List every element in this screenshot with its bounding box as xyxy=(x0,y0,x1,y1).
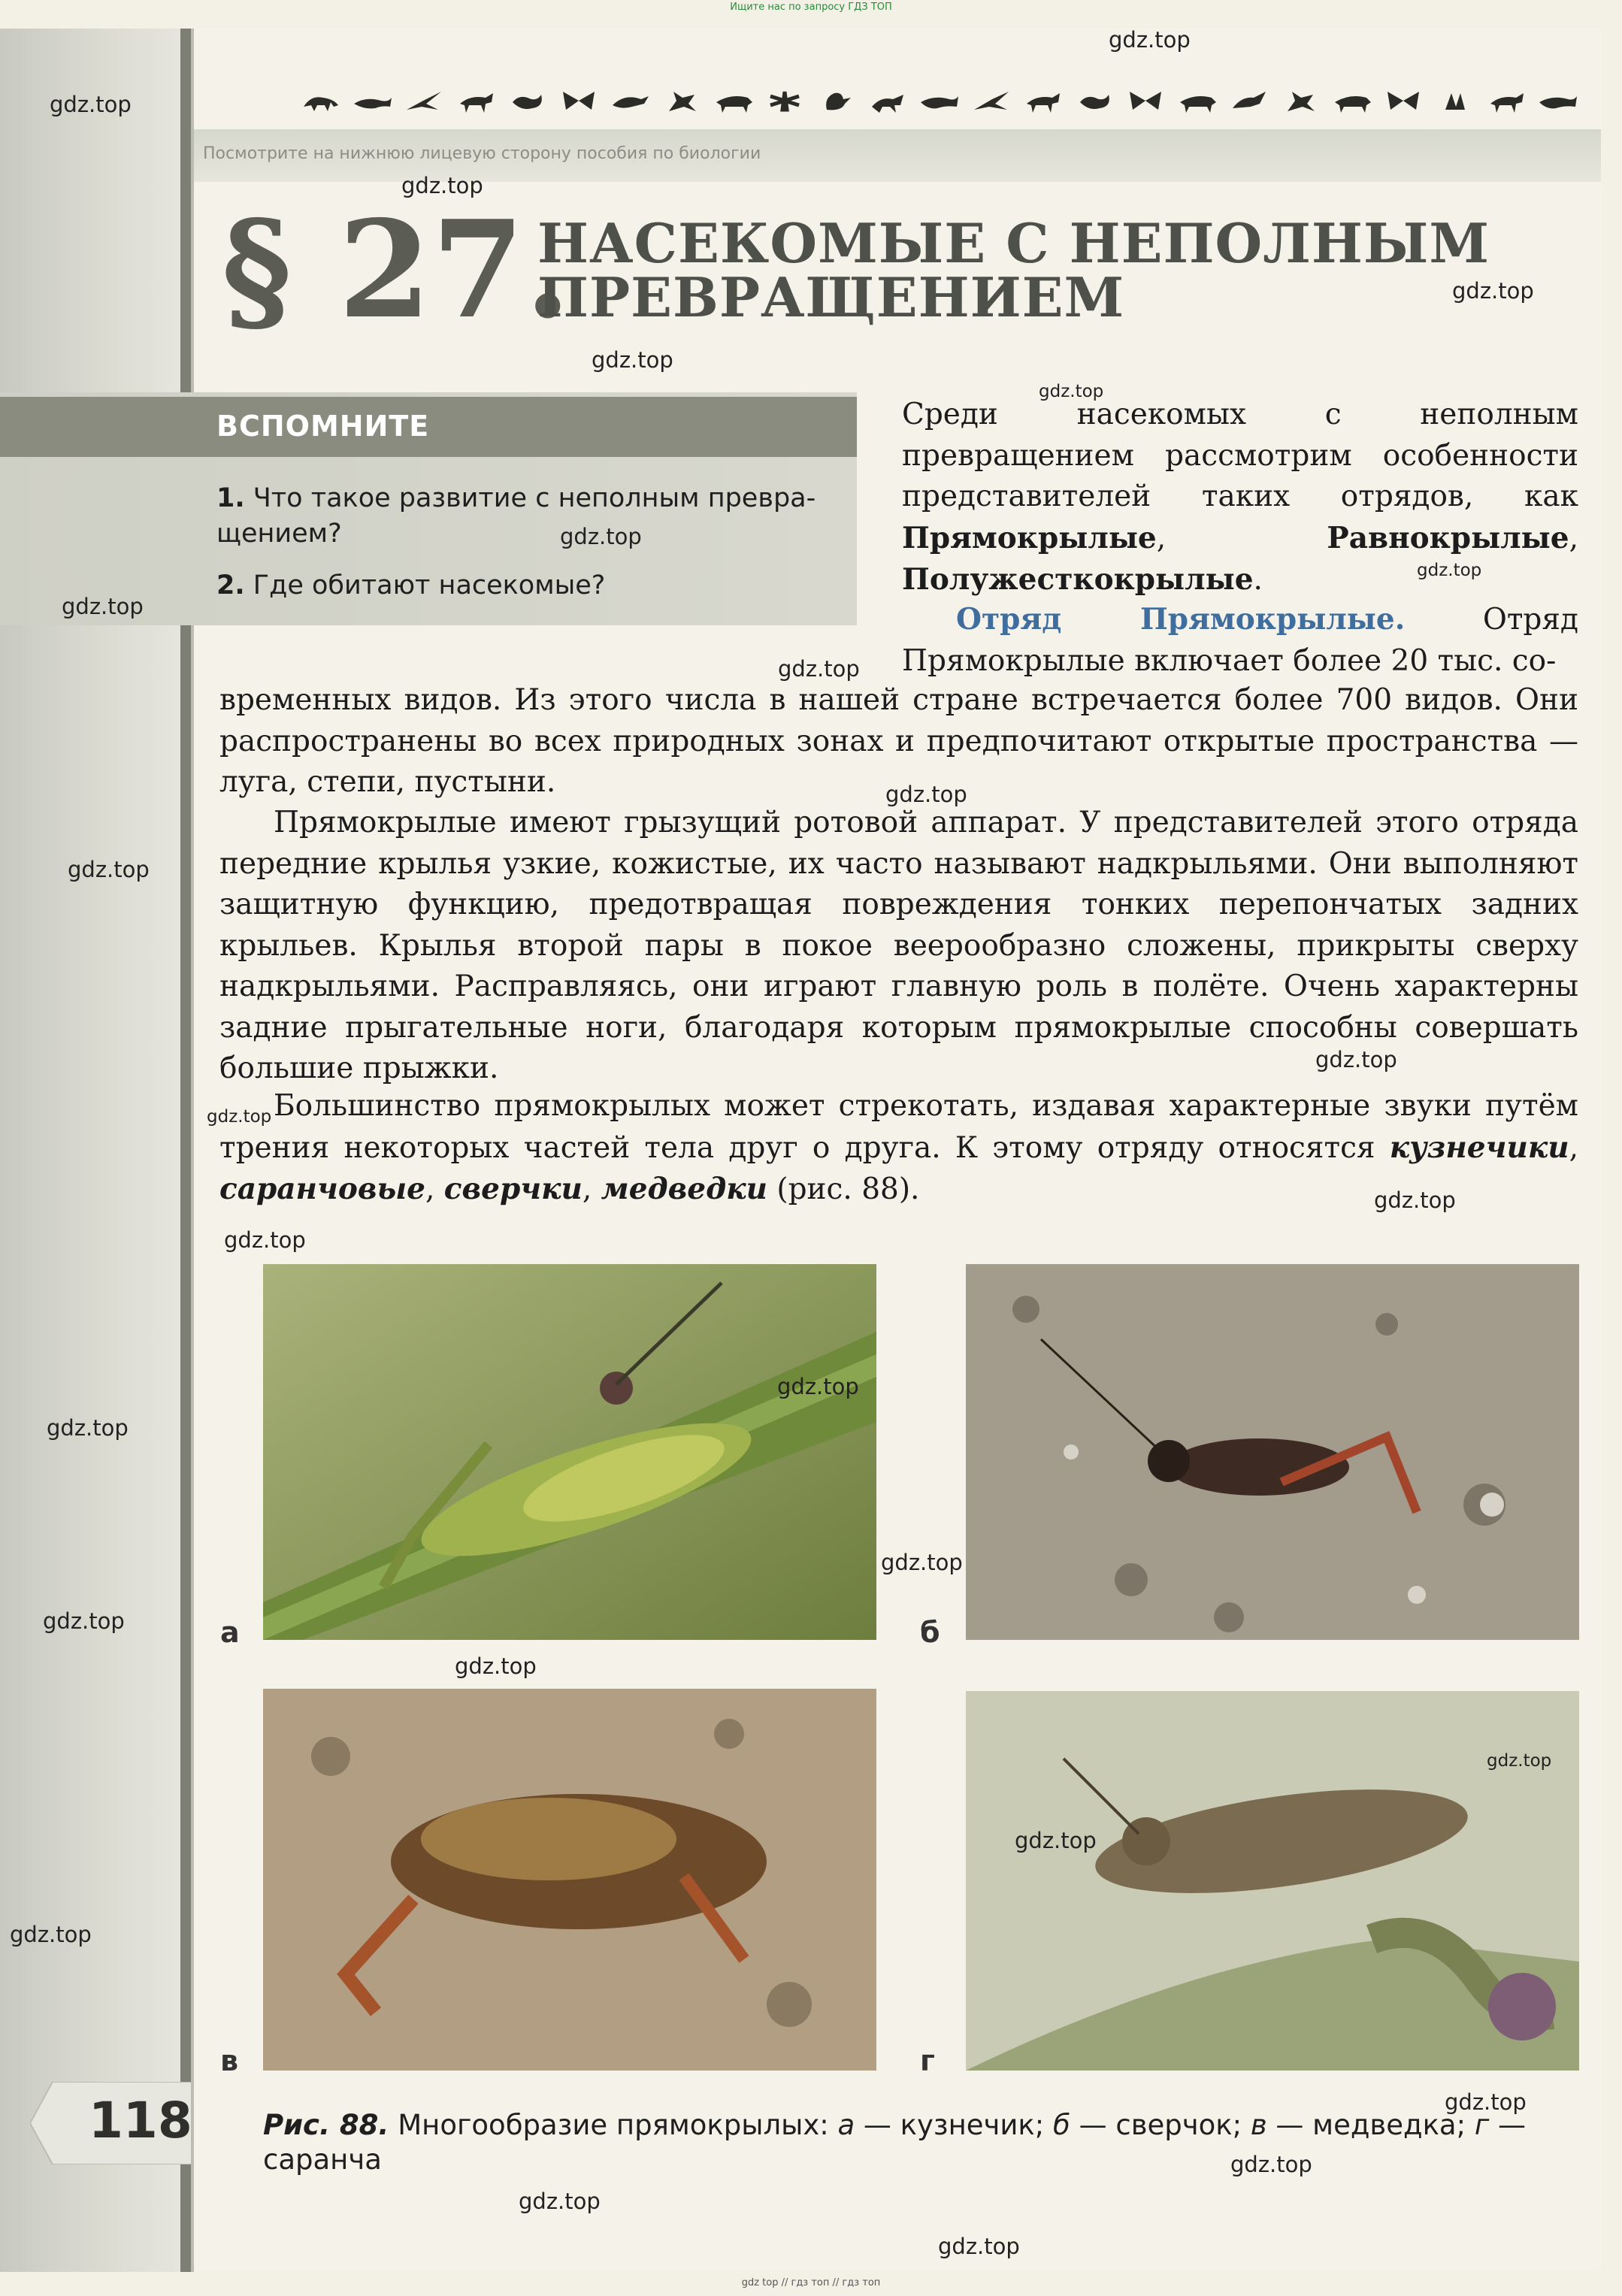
animal-icon xyxy=(816,87,857,116)
animal-icon xyxy=(1022,87,1063,116)
animal-icon xyxy=(1538,87,1578,116)
stridulation-paragraph: Большинство прямокрылых может стрекотать, издавая характерные звуки путём трения некоторых частей тела друг о друга. К этому отряду относятся кузнечики, саранчовые, сверчки, медведки (рис. 88). xyxy=(219,1089,1578,1206)
recall-question-2: 2. Где обитают насекомые? xyxy=(216,570,606,600)
animal-icon xyxy=(1125,87,1166,116)
photo-label-a: а xyxy=(220,1616,240,1649)
recall-title: ВСПОМНИТЕ xyxy=(216,410,430,443)
section-number: § 27. xyxy=(222,191,571,348)
watermark: gdz.top xyxy=(43,1608,125,1634)
watermark: gdz.top xyxy=(1374,1187,1456,1213)
watermark: gdz.top xyxy=(1417,561,1482,580)
photo-label-g: г xyxy=(920,2044,935,2077)
site-note-top: Ищите нас по запросу ГДЗ ТОП xyxy=(730,2,892,13)
order-heading: Отряд Прямокрылые. xyxy=(956,602,1406,637)
watermark: gdz.top xyxy=(777,1374,859,1399)
section-title xyxy=(537,211,1490,329)
watermark: gdz.top xyxy=(47,1415,129,1441)
watermark: gdz.top xyxy=(1230,2152,1312,2177)
watermark: gdz.top xyxy=(938,2234,1020,2259)
section-title-line2: ПРЕВРАЩЕНИЕМ xyxy=(537,265,1125,329)
animal-icon xyxy=(558,87,599,116)
watermark: gdz.top xyxy=(401,173,483,198)
animal-icon xyxy=(1228,87,1269,116)
watermark: gdz.top xyxy=(1487,1751,1552,1771)
header-band-text: Посмотрите на нижнюю лицевую сторону пособия по биологии xyxy=(203,144,761,163)
watermark: gdz.top xyxy=(455,1653,537,1679)
watermark: gdz.top xyxy=(560,524,642,549)
watermark: gdz.top xyxy=(1445,2089,1527,2115)
animal-icon xyxy=(919,87,960,116)
animal-silhouettes-row xyxy=(301,75,1578,128)
animal-icon xyxy=(661,87,702,116)
order-name: Полужесткокрылые xyxy=(902,562,1254,597)
watermark: gdz.top xyxy=(1015,1828,1097,1853)
animal-icon xyxy=(1383,87,1424,116)
recall-question-1: 1. Что такое развитие с неполным превра-щением? xyxy=(216,483,816,549)
animal-icon xyxy=(404,87,444,116)
animal-icon xyxy=(764,87,805,116)
photo-label-b: б xyxy=(920,1616,940,1649)
photo-cricket xyxy=(966,1264,1579,1640)
animal-icon xyxy=(1332,87,1372,116)
left-margin-edge-light xyxy=(191,29,194,2272)
animal-icon xyxy=(1074,87,1115,116)
animal-icon xyxy=(1435,87,1475,116)
watermark: gdz.top xyxy=(207,1107,272,1127)
animal-icon xyxy=(507,87,547,116)
animal-icon xyxy=(971,87,1012,116)
watermark: gdz.top xyxy=(519,2189,601,2214)
watermark: gdz.top xyxy=(881,1550,963,1575)
watermark: gdz.top xyxy=(68,857,150,882)
watermark: gdz.top xyxy=(50,92,132,117)
watermark: gdz.top xyxy=(62,594,144,619)
watermark: gdz.top xyxy=(10,1922,92,1947)
animal-icon xyxy=(1177,87,1218,116)
animal-icon xyxy=(867,87,908,116)
photo-locust xyxy=(966,1691,1579,2071)
mouthparts-paragraph: Прямокрылые имеют грызущий ротовой аппарат. У представителей этого отряда передние крылья узкие, кожистые, их часто называют надкрыльями. Они выполняют защитную функцию, предотвращая повреждения тонких перепончатых задних крыльев. Крылья второй пары в покое веерообразно сложены, прикрыты сверху надкрыльями. Расправляясь, они играют главную роль в полёте. Очень характерны задние прыгательные ноги, благодаря которым прямокрылые способны совершать большие прыжки. xyxy=(219,806,1578,1085)
animal-icon xyxy=(713,87,754,116)
page-number: 118 xyxy=(89,2092,192,2149)
watermark: gdz.top xyxy=(1039,382,1104,401)
order-paragraph-start: Отряд Прямокрылые. Отряд Прямокрылые включает более 20 тыс. со- xyxy=(902,602,1579,678)
left-margin-edge xyxy=(180,29,191,2272)
watermark: gdz.top xyxy=(224,1227,306,1253)
watermark: gdz.top xyxy=(1315,1047,1397,1072)
photo-label-v: в xyxy=(220,2044,239,2077)
order-paragraph-continued: временных видов. Из этого числа в нашей стране встречается более 700 видов. Они распространены во всех природных зонах и предпочитают открытые пространства — луга, степи, пустыни. xyxy=(219,683,1578,799)
watermark: gdz.top xyxy=(1452,278,1534,304)
watermark: gdz.top xyxy=(1109,27,1191,53)
photo-mole-cricket xyxy=(263,1689,876,2071)
animal-icon xyxy=(1486,87,1527,116)
animal-icon xyxy=(610,87,650,116)
watermark: gdz.top xyxy=(778,656,860,682)
photo-grasshopper xyxy=(263,1264,876,1640)
watermark: gdz.top xyxy=(592,347,673,373)
site-note-bottom: gdz top // гдз топ // гдз топ xyxy=(741,2277,881,2288)
order-name: Прямокрылые xyxy=(902,520,1157,555)
animal-icon xyxy=(1280,87,1321,116)
figure-caption: Рис. 88. Многообразие прямокрылых: а — кузнечик; б — сверчок; в — медведка; г — саранча xyxy=(263,2109,1527,2176)
animal-icon xyxy=(455,87,496,116)
section-title-line1: НАСЕКОМЫЕ С НЕПОЛНЫМ xyxy=(537,211,1490,275)
watermark: gdz.top xyxy=(885,782,967,807)
order-name: Равнокрылые xyxy=(1327,520,1569,555)
animal-icon xyxy=(301,87,341,116)
intro-paragraph: Среди насекомых с неполным превращением рассмотрим особенности представителей таких отрядов, как Прямокрылые, Равнокрылые, Полужесткокрылые. xyxy=(902,398,1578,597)
animal-icon xyxy=(353,87,393,116)
